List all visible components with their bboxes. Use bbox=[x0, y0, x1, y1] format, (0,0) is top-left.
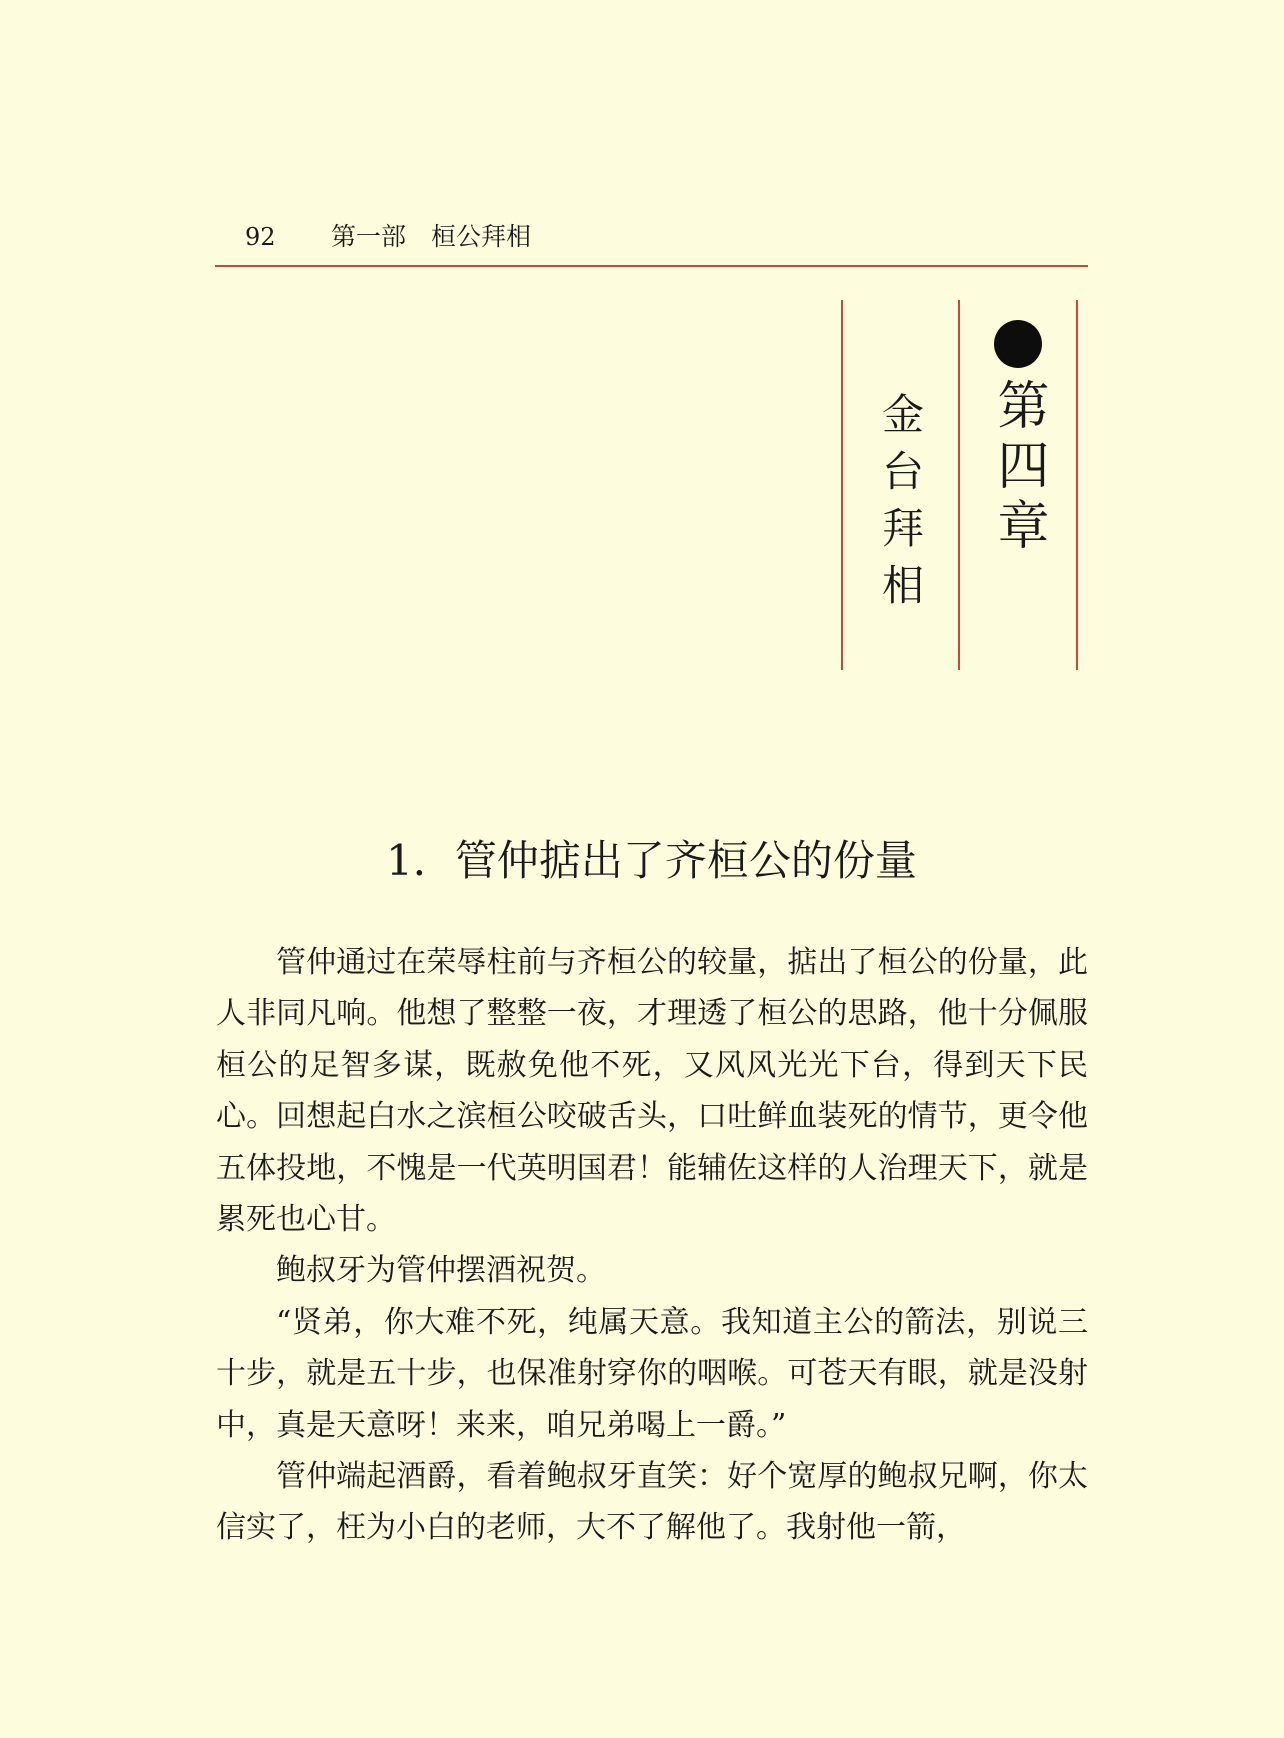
paragraph: 鲍叔牙为管仲摆酒祝贺。 bbox=[276, 1253, 606, 1289]
chapter-rule-right bbox=[1076, 300, 1078, 670]
running-head: 第一部 桓公拜相 bbox=[331, 222, 532, 251]
chapter-number: 第四章 bbox=[988, 378, 1048, 558]
paragraph: 管仲端起酒爵，看着鲍叔牙直笑：好个宽厚的鲍叔兄啊，你太信实了，枉为小白的老师，大不了解他了。我射他一箭， bbox=[216, 1459, 1088, 1546]
paragraph: 管仲通过在荣辱柱前与齐桓公的较量，掂出了桓公的份量，此人非同凡响。他想了整整一夜，才理透了桓公的思路，他十分佩服桓公的足智多谋，既赦免他不死，又风风光光下台，得到天下民心。回想起白水之滨桓公咬破舌头，口吐鲜血装死的情节，更令他五体投地，不愧是一代英明国君！能辅佐这样的人治理天下，就是累死也心甘。 bbox=[216, 945, 1088, 1238]
chapter-title: 金台拜相 bbox=[876, 392, 925, 620]
section-title: 1．管仲掂出了齐桓公的份量 bbox=[386, 836, 917, 885]
body-text bbox=[216, 937, 1088, 1554]
chapter-rule-middle bbox=[958, 300, 960, 670]
paragraph: “贤弟，你大难不死，纯属天意。我知道主公的箭法，别说三十步，就是五十步，也保准射穿你的咽喉。可苍天有眼，就是没射中，真是天意呀！来来，咱兄弟喝上一爵。” bbox=[216, 1304, 1088, 1443]
header-rule bbox=[215, 265, 1088, 267]
page-header bbox=[215, 222, 1087, 266]
chapter-rule-left bbox=[841, 300, 843, 670]
page-number: 92 bbox=[245, 223, 276, 251]
chapter-bullet-icon bbox=[994, 320, 1042, 368]
